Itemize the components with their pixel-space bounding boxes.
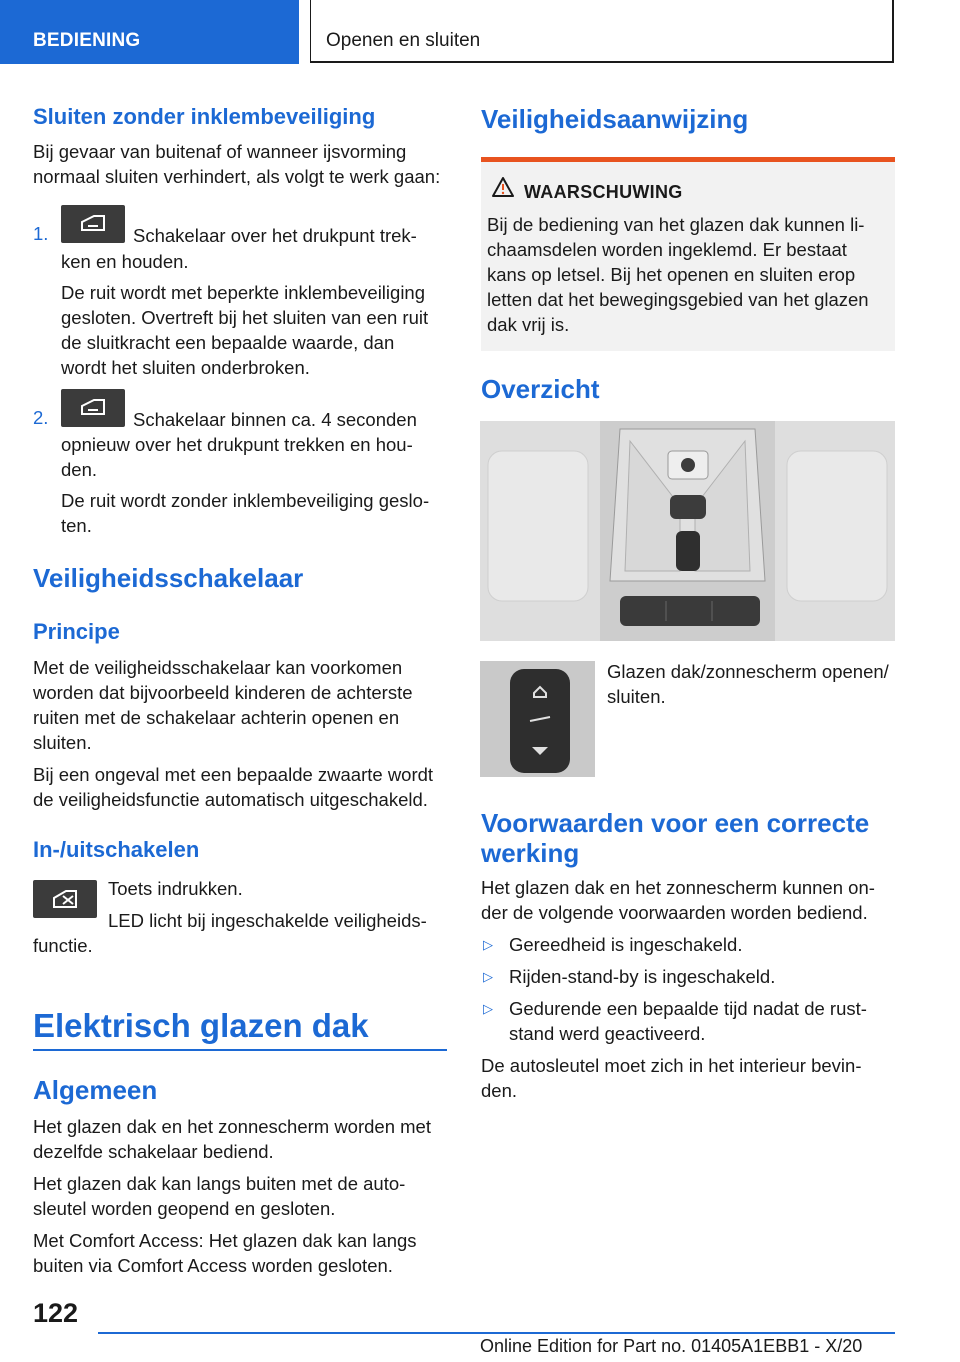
algemeen-2-line-2: sleutel worden geopend en gesloten. xyxy=(33,1198,336,1219)
footer-edition: Online Edition for Part no. 01405A1EBB1 - X/20 xyxy=(480,1336,863,1356)
page-number: 122 xyxy=(33,1298,79,1328)
toets-text: Toets indrukken. xyxy=(108,878,243,899)
ongeval-line-2: de veiligheidsfunctie automatisch uitgeschakeld. xyxy=(33,789,428,810)
warning-line-4: letten dat het bewegingsgebied van het glazen xyxy=(487,289,869,310)
ongeval-line-1: Bij een ongeval met een bepaalde zwaarte wordt xyxy=(33,764,434,785)
bullet-triangle-icon: ▷ xyxy=(483,969,493,984)
bullet-3-line-2: stand werd geactiveerd. xyxy=(509,1023,706,1044)
voorwaarden-line-2: der de volgende voorwaarden worden bediend. xyxy=(481,902,868,923)
roof-console-image xyxy=(480,421,895,641)
window-switch-icon xyxy=(61,389,125,427)
safety-switch-icon xyxy=(33,880,97,918)
algemeen-1-line-1: Het glazen dak en het zonnescherm worden met xyxy=(33,1116,431,1137)
heading-algemeen: Algemeen xyxy=(33,1075,158,1105)
principe-line-1: Met de veiligheidsschakelaar kan voorkomen xyxy=(33,657,403,678)
voorwaarden-line-1: Het glazen dak en het zonnescherm kunnen on- xyxy=(481,877,875,898)
step-1-sub-4: wordt het sluiten onderbroken. xyxy=(61,357,310,378)
heading-veiligheidsschakelaar: Veiligheidsschakelaar xyxy=(33,563,304,593)
algemeen-1-line-2: dezelfde schakelaar bediend. xyxy=(33,1141,274,1162)
step-2-line-3: den. xyxy=(61,459,98,480)
step-1-sub-2: gesloten. Overtreft bij het sluiten van een ruit xyxy=(61,307,429,328)
principe-line-2: worden dat bijvoorbeeld kinderen de achterste xyxy=(33,682,413,703)
footer-rule xyxy=(98,1332,895,1334)
heading-voorwaarden-line-2: werking xyxy=(481,838,580,868)
chapter-header xyxy=(310,0,894,63)
algemeen-2-line-1: Het glazen dak kan langs buiten met de auto- xyxy=(33,1173,406,1194)
window-switch-icon xyxy=(61,205,125,243)
algemeen-3-line-2: buiten via Comfort Access worden gesloten. xyxy=(33,1255,393,1276)
warning-line-2: chaamsdelen worden ingeklemd. Er bestaat xyxy=(487,239,847,260)
led-line-2: functie. xyxy=(33,935,93,956)
step-2-line-2: opnieuw over het drukpunt trekken en hou- xyxy=(61,434,413,455)
sleutel-line-1: De autosleutel moet zich in het interieur bevin- xyxy=(481,1055,862,1076)
heading-sluiten: Sluiten zonder inklembeveiliging xyxy=(33,104,376,129)
step-1-sub-3: de sluitkracht een bepaalde waarde, dan xyxy=(61,332,395,353)
bullet-triangle-icon: ▷ xyxy=(483,1001,493,1016)
led-line-1: LED licht bij ingeschakelde veiligheids- xyxy=(108,910,427,931)
step-1-number: 1. xyxy=(33,223,49,244)
sleutel-line-2: den. xyxy=(481,1080,518,1101)
warning-line-1: Bij de bediening van het glazen dak kunnen li- xyxy=(487,214,865,235)
intro-line-2: normaal sluiten verhindert, als volgt te werk gaan: xyxy=(33,166,441,187)
warning-line-3: kans op letsel. Bij het openen en sluiten erop xyxy=(487,264,856,285)
bullet-1: Gereedheid is ingeschakeld. xyxy=(509,934,743,955)
principe-line-4: sluiten. xyxy=(33,732,92,753)
caption-line-1: Glazen dak/zonnescherm openen/ xyxy=(607,661,889,682)
step-1-sub-1: De ruit wordt met beperkte inklembeveiliging xyxy=(61,282,426,303)
warning-line-5: dak vrij is. xyxy=(487,314,570,335)
step-2-line-1: Schakelaar binnen ca. 4 seconden xyxy=(133,409,417,430)
heading-voorwaarden-line-1: Voorwaarden voor een correcte xyxy=(481,808,870,838)
warning-title: WAARSCHUWING xyxy=(524,182,683,202)
step-2-sub-2: ten. xyxy=(61,515,92,536)
chapter-title: Openen en sluiten xyxy=(326,30,481,51)
algemeen-3-line-1: Met Comfort Access: Het glazen dak kan langs xyxy=(33,1230,417,1251)
heading-underline xyxy=(33,1049,447,1051)
heading-principe: Principe xyxy=(33,619,120,644)
step-2-number: 2. xyxy=(33,407,49,428)
heading-in-uitschakelen: In-/uitschakelen xyxy=(33,837,200,862)
roof-switch-image xyxy=(480,661,595,777)
step-1-line-1: Schakelaar over het drukpunt trek- xyxy=(133,225,417,246)
section-label: BEDIENING xyxy=(33,30,141,51)
intro-line-1: Bij gevaar van buitenaf of wanneer ijsvorming xyxy=(33,141,407,162)
warning-box xyxy=(481,157,895,351)
caption-line-2: sluiten. xyxy=(607,686,666,707)
bullet-triangle-icon: ▷ xyxy=(483,937,493,952)
bullet-2: Rijden-stand-by is ingeschakeld. xyxy=(509,966,776,987)
principe-line-3: ruiten met de schakelaar achterin openen en xyxy=(33,707,400,728)
warning-triangle-icon xyxy=(491,176,515,198)
heading-elektrisch-glazen-dak: Elektrisch glazen dak xyxy=(33,1007,369,1044)
step-1-line-2: ken en houden. xyxy=(61,251,189,272)
heading-veiligheidsaanwijzing: Veiligheidsaanwijzing xyxy=(481,104,749,134)
heading-overzicht: Overzicht xyxy=(481,374,600,404)
section-tab xyxy=(0,0,299,64)
step-2-sub-1: De ruit wordt zonder inklembeveiliging geslo- xyxy=(61,490,430,511)
bullet-3-line-1: Gedurende een bepaalde tijd nadat de rust- xyxy=(509,998,867,1019)
